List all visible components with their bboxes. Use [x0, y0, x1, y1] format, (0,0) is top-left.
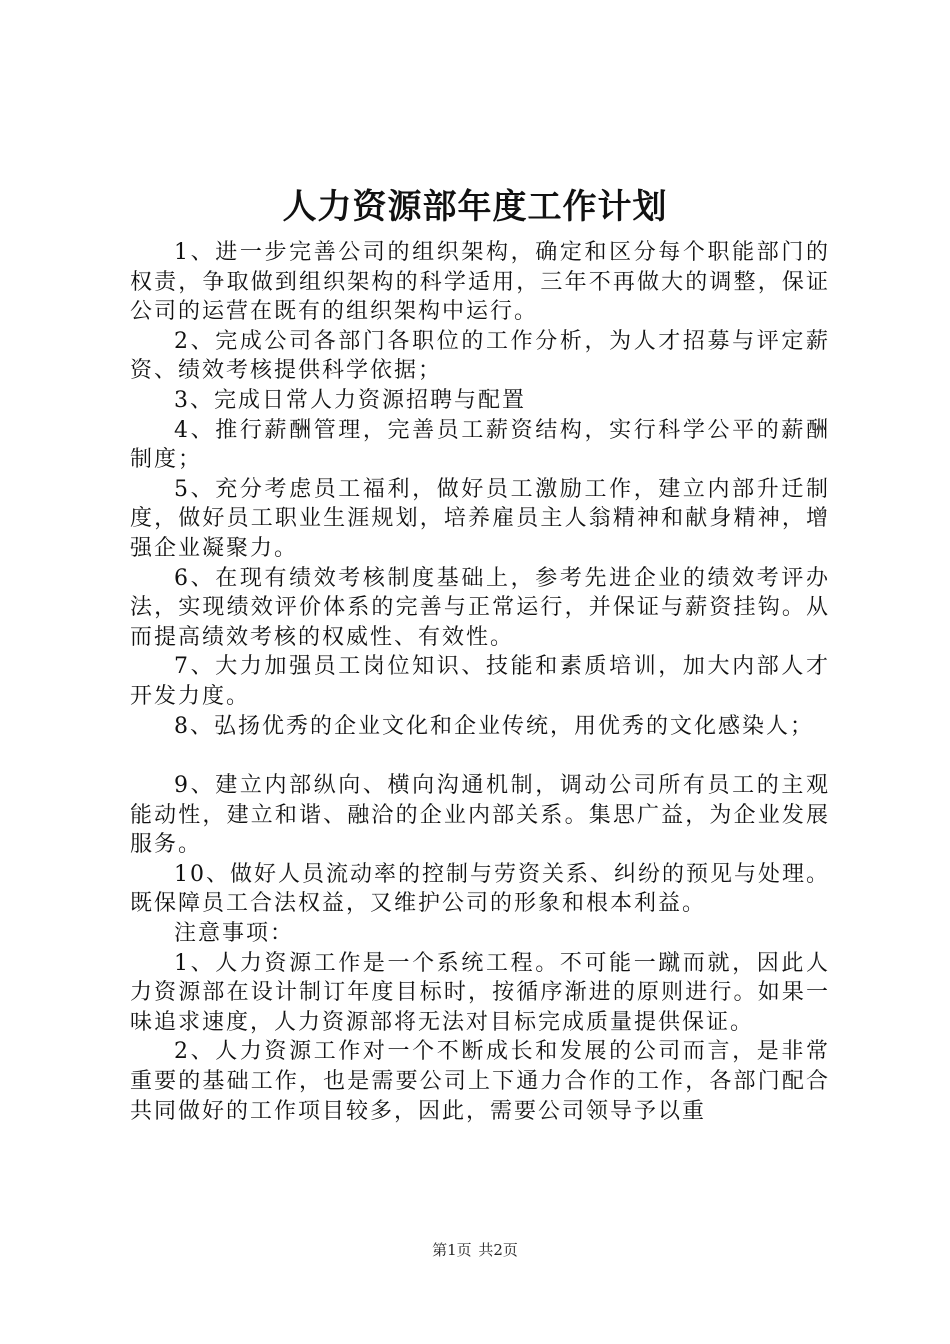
page-number: 第1页 [432, 1241, 472, 1259]
paragraph: 3、完成日常人力资源招聘与配置 [174, 387, 526, 413]
paragraph: 1、进一步完善公司的组织架构，确定和区分每个职能部门的权责，争取做到组织架构的科学适用，三年不再做大的调整，保证公司的运营在既有的组织架构中运行。 [130, 240, 830, 325]
paragraph: 2、完成公司各部门各职位的工作分析，为人才招募与评定薪资、绩效考核提供科学依据； [130, 328, 830, 384]
page-total: 共2页 [478, 1241, 518, 1259]
page-footer [0, 1238, 950, 1262]
paragraph: 5、充分考虑员工福利，做好员工激励工作，建立内部升迁制度，做好员工职业生涯规划，培养雇员主人翁精神和献身精神，增强企业凝聚力。 [130, 476, 830, 561]
paragraph: 8、弘扬优秀的企业文化和企业传统，用优秀的文化感染人； [174, 713, 814, 739]
paragraph: 9、建立内部纵向、横向沟通机制，调动公司所有员工的主观能动性，建立和谐、融洽的企业内部关系。集思广益，为企业发展服务。 [130, 773, 830, 858]
paragraph: 10、做好人员流动率的控制与劳资关系、纠纷的预见与处理。既保障员工合法权益，又维护公司的形象和根本利益。 [130, 861, 830, 917]
paragraph: 1、人力资源工作是一个系统工程。不可能一蹴而就，因此人力资源部在设计制订年度目标时，按循序渐进的原则进行。如果一味追求速度，人力资源部将无法对目标完成质量提供保证。 [130, 950, 830, 1035]
paragraph: 6、在现有绩效考核制度基础上，参考先进企业的绩效考评办法，实现绩效评价体系的完善与正常运行，并保证与薪资挂钩。从而提高绩效考核的权威性、有效性。 [130, 565, 830, 650]
paragraph: 4、推行薪酬管理，完善员工薪资结构，实行科学公平的薪酬制度； [130, 417, 830, 473]
notes-heading: 注意事项： [174, 921, 295, 947]
paragraph: 2、人力资源工作对一个不断成长和发展的公司而言，是非常重要的基础工作，也是需要公司上下通力合作的工作，各部门配合共同做好的工作项目较多，因此，需要公司领导予以重 [130, 1039, 830, 1124]
document-title: 人力资源部年度工作计划 [282, 187, 668, 227]
paragraph: 7、大力加强员工岗位知识、技能和素质培训，加大内部人才开发力度。 [130, 654, 830, 709]
document-body [130, 238, 830, 1126]
